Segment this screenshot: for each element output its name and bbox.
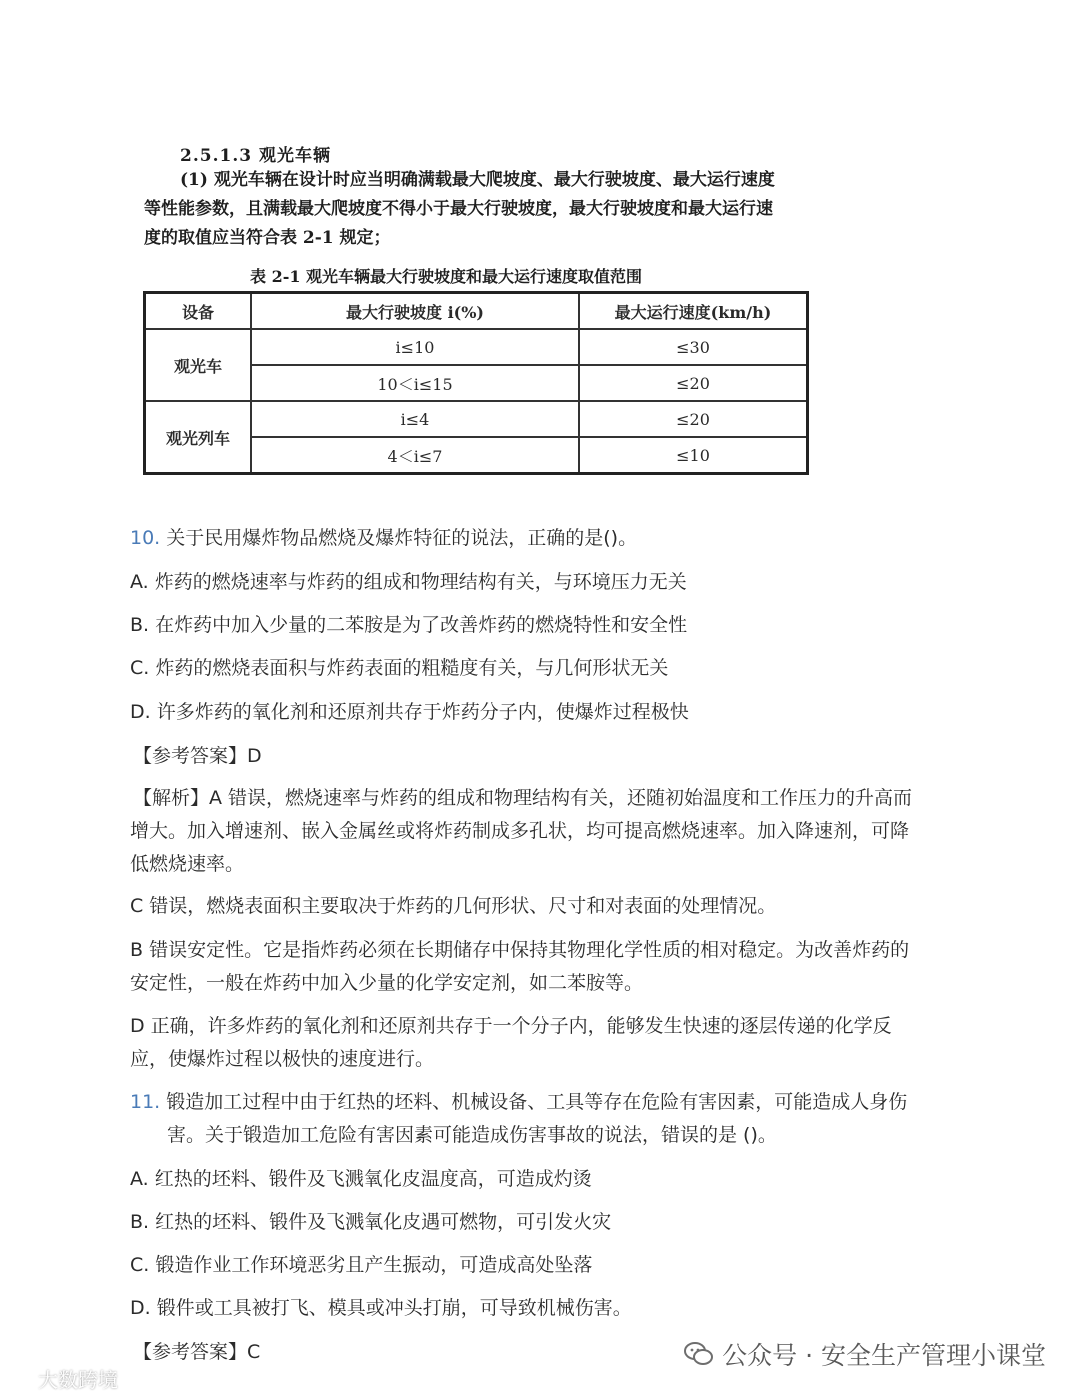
q11-option-c: C. 锻造作业工作环境恶劣且产生振动，可造成高处坠落	[130, 1254, 593, 1276]
brand-logo-icon	[6, 1369, 34, 1389]
speed-grade-table	[143, 291, 809, 475]
brand-watermark-text: 大数跨境	[38, 1368, 118, 1392]
device-cell: 观光车	[145, 329, 252, 401]
q10-analysis-line-3: 低燃烧速率。	[130, 853, 245, 875]
header-speed: 最大运行速度(km/h)	[579, 293, 808, 330]
q10-option-c: C. 炸药的燃烧表面积与炸药表面的粗糙度有关，与几何形状无关	[130, 657, 669, 679]
section-heading: 2.5.1.3 观光车辆	[180, 146, 331, 166]
speed-cell: ≤20	[579, 401, 808, 437]
q11-option-a: A. 红热的坯料、锻件及飞溅氧化皮温度高，可造成灼烫	[130, 1168, 592, 1190]
q10-explain-d-line-2: 应，使爆炸过程以极快的速度进行。	[130, 1048, 435, 1070]
grade-cell: 4＜i≤7	[251, 437, 579, 474]
para-line-3: 度的取值应当符合表 2-1 规定；	[144, 228, 391, 248]
q10-option-a: A. 炸药的燃烧速率与炸药的组成和物理结构有关，与环境压力无关	[130, 571, 687, 593]
table-caption: 表 2-1 观光车辆最大行驶坡度和最大运行速度取值范围	[250, 267, 643, 286]
q11-number: 11.	[130, 1091, 161, 1113]
q10-analysis-line-1: 【解析】A 错误，燃烧速率与炸药的组成和物理结构有关，还随初始温度和工作压力的升高而	[133, 787, 913, 809]
para-line-1: (1) 观光车辆在设计时应当明确满载最大爬坡度、最大行驶坡度、最大运行速度	[180, 170, 775, 190]
wechat-icon	[684, 1341, 714, 1367]
grade-cell: 10＜i≤15	[251, 365, 579, 401]
q10-explain-d-line-1: D 正确，许多炸药的氧化剂和还原剂共存于一个分子内，能够发生快速的逐层传递的化学反	[130, 1015, 892, 1037]
q11-answer: 【参考答案】C	[133, 1341, 261, 1363]
device-cell: 观光列车	[145, 401, 252, 474]
wechat-watermark	[684, 1336, 1046, 1372]
grade-cell: i≤4	[251, 401, 579, 437]
brand-watermark	[6, 1364, 118, 1393]
q10-option-b: B. 在炸药中加入少量的二苯胺是为了改善炸药的燃烧特性和安全性	[130, 614, 688, 636]
q11-option-d: D. 锻件或工具被打飞、模具或冲头打崩，可导致机械伤害。	[130, 1297, 632, 1319]
speed-cell: ≤10	[579, 437, 808, 474]
grade-cell: i≤10	[251, 329, 579, 365]
q10-stem-text: 关于民用爆炸物品燃烧及爆炸特征的说法，正确的是()。	[166, 527, 638, 549]
table-row	[145, 401, 808, 437]
q10-number: 10.	[130, 527, 161, 549]
q10-stem	[130, 522, 637, 555]
q11-option-b: B. 红热的坯料、锻件及飞溅氧化皮遇可燃物，可引发火灾	[130, 1211, 612, 1233]
speed-cell: ≤20	[579, 365, 808, 401]
q11-stem-line-1	[130, 1086, 907, 1119]
q10-answer: 【参考答案】D	[133, 745, 262, 767]
section-paragraph	[144, 166, 814, 253]
speed-cell: ≤30	[579, 329, 808, 365]
para-line-2: 等性能参数，且满载最大爬坡度不得小于最大行驶坡度，最大行驶坡度和最大运行速	[144, 199, 773, 219]
q10-option-d: D. 许多炸药的氧化剂和还原剂共存于炸药分子内，使爆炸过程极快	[130, 701, 689, 723]
header-device: 设备	[145, 293, 252, 330]
q10-explain-c: C 错误，燃烧表面积主要取决于炸药的几何形状、尺寸和对表面的处理情况。	[130, 895, 777, 917]
q10-analysis-line-2: 增大。加入增速剂、嵌入金属丝或将炸药制成多孔状，均可提高燃烧速率。加入降速剂，可降	[130, 820, 910, 842]
q10-explain-b-line-2: 安定性，一般在炸药中加入少量的化学安定剂，如二苯胺等。	[130, 972, 644, 994]
table-row	[145, 329, 808, 365]
wechat-watermark-text: 公众号 · 安全生产管理小课堂	[722, 1341, 1046, 1370]
header-grade: 最大行驶坡度 i(%)	[251, 293, 579, 330]
q11-stem-line-2: 害。关于锻造加工危险有害因素可能造成伤害事故的说法，错误的是 ()。	[167, 1124, 777, 1146]
table-header-row	[145, 293, 808, 330]
q10-explain-b-line-1: B 错误安定性。它是指炸药必须在长期储存中保持其物理化学性质的相对稳定。为改善炸药的	[130, 939, 910, 961]
q11-stem-text-1: 锻造加工过程中由于红热的坯料、机械设备、工具等存在危险有害因素，可能造成人身伤	[166, 1091, 908, 1113]
